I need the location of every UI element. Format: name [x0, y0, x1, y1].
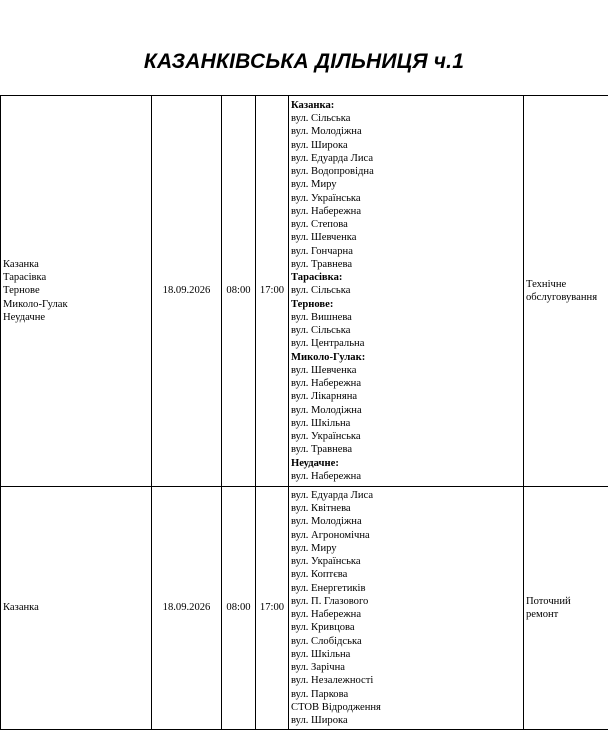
street-name: вул. Травнева	[291, 258, 353, 270]
work-type-line: ремонт	[526, 609, 559, 620]
street-name: вул. Молодіжна	[291, 404, 362, 416]
work-type-cell	[524, 96, 608, 487]
location-name: Тарасівка	[3, 272, 47, 284]
street-name: вул. Набережна	[291, 378, 362, 390]
date-cell: 18.09.2026	[152, 96, 222, 487]
date-cell: 18.09.2026	[152, 487, 222, 730]
street-name: вул. Лікарняна	[291, 391, 358, 403]
street-name: вул. Українська	[291, 556, 361, 567]
page-title: КАЗАНКІВСЬКА ДІЛЬНИЦЯ ч.1	[143, 50, 465, 73]
village-heading: Миколо-Гулак:	[291, 351, 366, 363]
street-name: вул. Широка	[291, 715, 348, 726]
work-type-line: Технічне	[526, 278, 567, 290]
work-type-line: обслуговування	[526, 292, 598, 303]
table-row	[1, 96, 608, 487]
street-name: вул. Сільська	[291, 285, 351, 297]
street-name: вул. Гончарна	[291, 245, 353, 257]
street-name: вул. Молодіжна	[291, 126, 362, 138]
location-name: Миколо-Гулак	[3, 298, 68, 310]
street-name: вул. Зарічна	[291, 662, 346, 673]
work-type-cell	[524, 487, 608, 730]
street-name: вул. Набережна	[291, 470, 362, 482]
locations-cell	[1, 96, 152, 487]
village-heading: Тернове:	[291, 298, 334, 310]
street-name: СТОВ Відродження	[291, 701, 381, 713]
street-name: вул. Сільська	[291, 325, 351, 337]
streets-cell	[289, 487, 524, 730]
street-name: вул. Шевченка	[291, 232, 357, 244]
street-name: вул. Енергетиків	[291, 582, 366, 594]
street-name: вул. Миру	[291, 542, 337, 554]
street-name: вул. Незалежності	[291, 675, 374, 687]
start-time-cell: 08:00	[222, 487, 256, 730]
location-name: Казанка	[3, 258, 39, 270]
street-name: вул. Слобідська	[291, 635, 362, 647]
street-name: вул. Водопровідна	[291, 166, 374, 178]
outage-schedule-table	[0, 95, 608, 730]
street-name: вул. Миру	[291, 179, 337, 191]
street-name: вул. Українська	[291, 431, 361, 443]
street-name: вул. Травнева	[291, 444, 353, 456]
start-time-cell: 08:00	[222, 96, 256, 487]
work-type-line: Поточний	[526, 595, 571, 607]
location-name: Казанка	[3, 602, 39, 614]
street-name: вул. Кривцова	[291, 622, 355, 634]
village-heading: Казанка:	[291, 99, 335, 111]
table-row	[1, 487, 608, 730]
street-name: вул. Едуарда Лиса	[291, 489, 374, 501]
street-name: вул. Квітнева	[291, 503, 351, 514]
street-name: вул. Набережна	[291, 205, 362, 217]
street-name: вул. Набережна	[291, 609, 362, 620]
street-name: вул. Українська	[291, 192, 361, 204]
street-name: вул. Вишнева	[291, 311, 352, 323]
street-name: вул. Шкільна	[291, 417, 351, 429]
village-heading: Тарасівка:	[291, 272, 343, 284]
street-name: вул. П. Глазового	[291, 595, 369, 607]
street-name: вул. Шевченка	[291, 364, 357, 376]
street-name: вул. Паркова	[291, 688, 349, 700]
street-name: вул. Агрономічна	[291, 529, 370, 541]
streets-cell	[289, 96, 524, 487]
street-name: вул. Едуарда Лиса	[291, 152, 374, 164]
street-name: вул. Степова	[291, 219, 348, 231]
end-time-cell: 17:00	[256, 96, 289, 487]
location-name: Неудачне	[3, 311, 46, 323]
street-name: вул. Коптєва	[291, 569, 348, 581]
street-name: вул. Сільська	[291, 113, 351, 125]
street-name: вул. Шкільна	[291, 648, 351, 660]
village-heading: Неудачне:	[291, 457, 339, 469]
end-time-cell: 17:00	[256, 487, 289, 730]
locations-cell	[1, 487, 152, 730]
street-name: вул. Широка	[291, 139, 348, 151]
location-name: Тернове	[3, 285, 40, 297]
street-name: вул. Молодіжна	[291, 516, 362, 528]
street-name: вул. Центральна	[291, 338, 365, 350]
